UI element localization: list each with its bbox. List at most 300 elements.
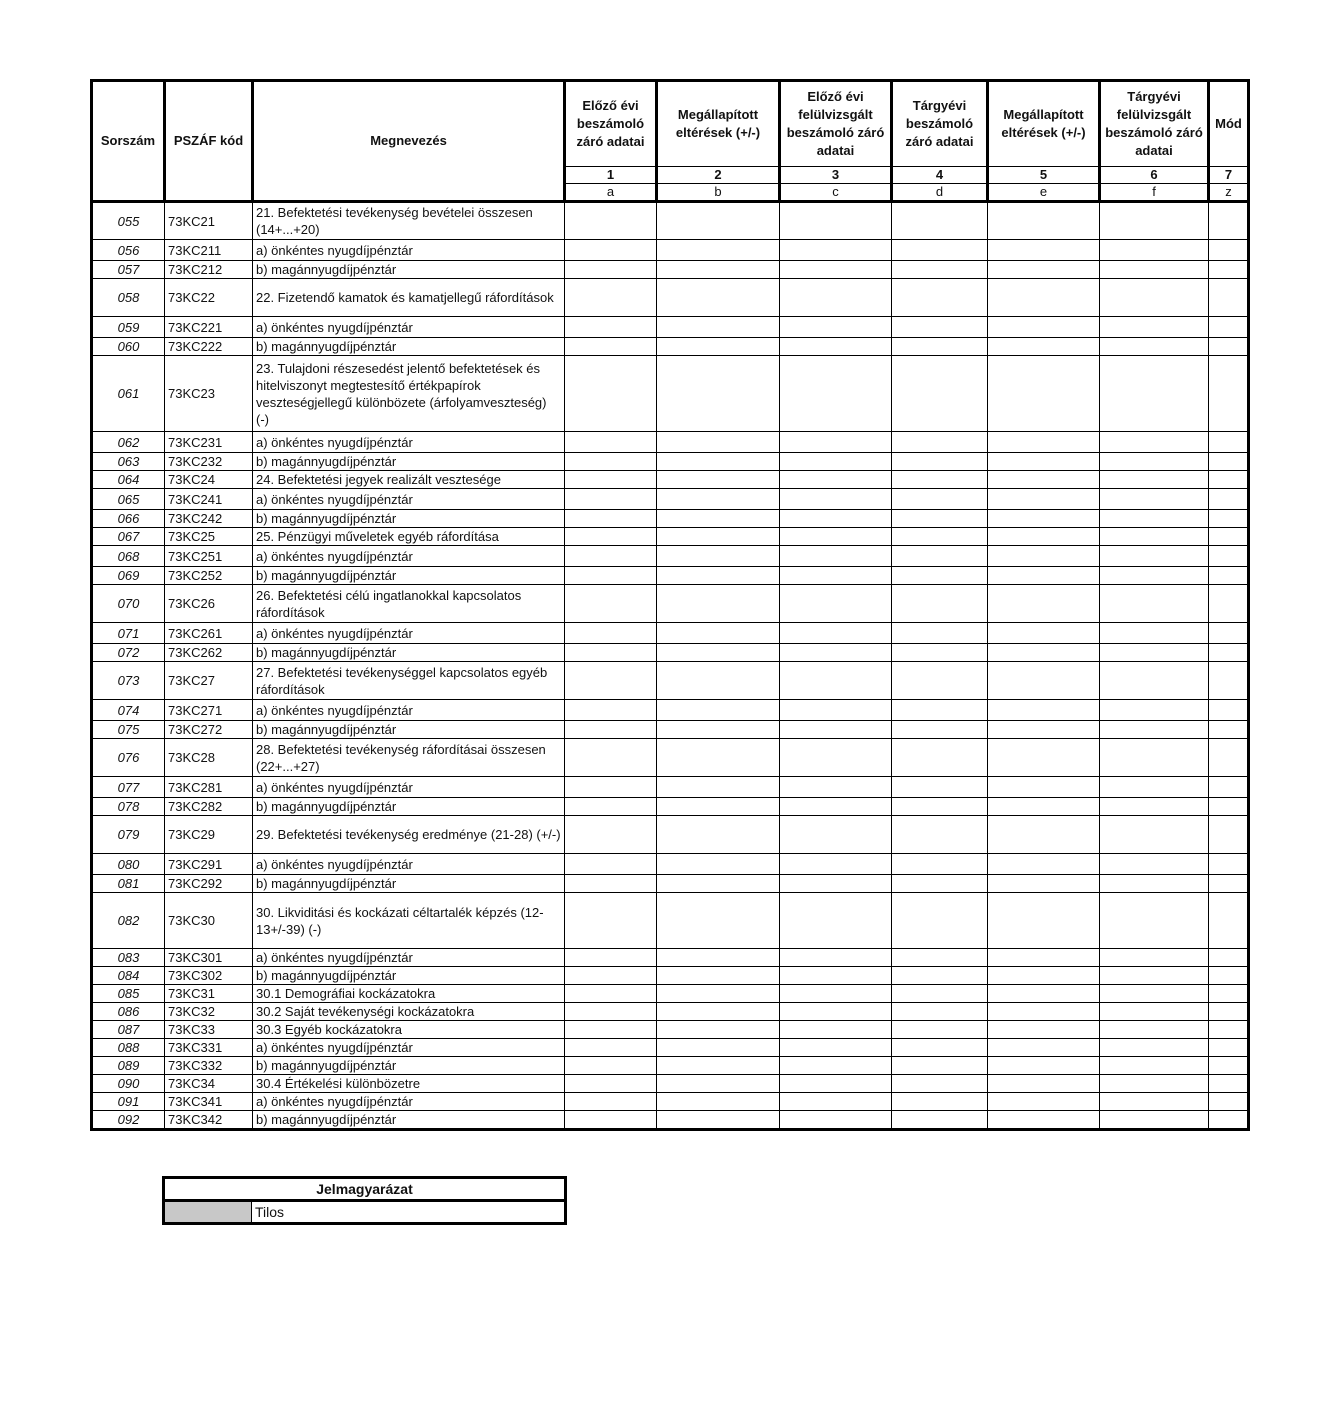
- table-row: [92, 854, 1249, 875]
- row-sorszam: 055: [92, 202, 165, 240]
- data-cell[interactable]: [1100, 453, 1209, 471]
- data-cell[interactable]: [780, 1093, 892, 1111]
- data-cell[interactable]: [988, 644, 1100, 662]
- data-cell[interactable]: [1100, 240, 1209, 261]
- data-cell[interactable]: [1100, 644, 1209, 662]
- data-cell[interactable]: [565, 240, 657, 261]
- data-cell[interactable]: [988, 432, 1100, 453]
- table-row: [92, 1057, 1249, 1075]
- data-cell[interactable]: [780, 985, 892, 1003]
- data-cell[interactable]: [1100, 816, 1209, 854]
- data-cell[interactable]: [565, 528, 657, 546]
- data-cell[interactable]: [657, 356, 780, 432]
- data-cell[interactable]: [988, 623, 1100, 644]
- data-cell[interactable]: [1100, 279, 1209, 317]
- data-cell[interactable]: [1100, 1021, 1209, 1039]
- data-cell[interactable]: [1100, 875, 1209, 893]
- data-cell[interactable]: [988, 700, 1100, 721]
- data-cell[interactable]: [1100, 528, 1209, 546]
- data-cell[interactable]: [657, 453, 780, 471]
- data-cell[interactable]: [892, 739, 988, 777]
- data-cell[interactable]: [565, 875, 657, 893]
- data-cell[interactable]: [565, 967, 657, 985]
- data-cell[interactable]: [1209, 875, 1249, 893]
- data-cell[interactable]: [565, 816, 657, 854]
- data-cell[interactable]: [780, 261, 892, 279]
- data-cell[interactable]: [988, 739, 1100, 777]
- data-cell[interactable]: [657, 985, 780, 1003]
- data-cell[interactable]: [1209, 854, 1249, 875]
- data-cell[interactable]: [1209, 700, 1249, 721]
- data-cell[interactable]: [988, 1057, 1100, 1075]
- data-cell[interactable]: [892, 854, 988, 875]
- data-cell[interactable]: [565, 1039, 657, 1057]
- data-cell[interactable]: [657, 623, 780, 644]
- data-cell[interactable]: [892, 700, 988, 721]
- data-cell[interactable]: [1100, 1003, 1209, 1021]
- data-cell[interactable]: [1100, 317, 1209, 338]
- data-cell[interactable]: [1100, 798, 1209, 816]
- legend-label: Tilos: [252, 1201, 566, 1224]
- data-cell[interactable]: [1209, 1021, 1249, 1039]
- row-pszaf-kod: 73KC341: [165, 1093, 253, 1111]
- data-cell[interactable]: [1100, 893, 1209, 949]
- table-row: [92, 261, 1249, 279]
- data-cell[interactable]: [565, 567, 657, 585]
- data-cell[interactable]: [1100, 967, 1209, 985]
- data-cell[interactable]: [1100, 489, 1209, 510]
- data-cell[interactable]: [988, 453, 1100, 471]
- data-cell[interactable]: [780, 777, 892, 798]
- data-cell[interactable]: [892, 567, 988, 585]
- data-cell[interactable]: [780, 1057, 892, 1075]
- data-cell[interactable]: [565, 949, 657, 967]
- data-cell[interactable]: [988, 338, 1100, 356]
- data-cell[interactable]: [1209, 721, 1249, 739]
- data-cell[interactable]: [988, 1111, 1100, 1130]
- data-cell[interactable]: [1209, 798, 1249, 816]
- data-cell[interactable]: [892, 432, 988, 453]
- data-cell[interactable]: [657, 489, 780, 510]
- row-megnevezes: a) önkéntes nyugdíjpénztár: [253, 1093, 565, 1111]
- data-cell[interactable]: [1209, 777, 1249, 798]
- data-cell[interactable]: [565, 854, 657, 875]
- data-cell[interactable]: [1209, 528, 1249, 546]
- data-cell[interactable]: [657, 739, 780, 777]
- data-cell[interactable]: [1209, 816, 1249, 854]
- data-cell[interactable]: [780, 202, 892, 240]
- data-cell[interactable]: [1100, 662, 1209, 700]
- data-cell[interactable]: [1209, 1057, 1249, 1075]
- data-cell[interactable]: [1100, 739, 1209, 777]
- data-cell[interactable]: [657, 1039, 780, 1057]
- data-cell[interactable]: [988, 261, 1100, 279]
- data-cell[interactable]: [780, 854, 892, 875]
- data-cell[interactable]: [780, 816, 892, 854]
- data-cell[interactable]: [988, 985, 1100, 1003]
- data-cell[interactable]: [657, 700, 780, 721]
- data-cell[interactable]: [780, 279, 892, 317]
- data-cell[interactable]: [892, 202, 988, 240]
- data-cell[interactable]: [988, 1021, 1100, 1039]
- data-cell[interactable]: [657, 585, 780, 623]
- data-cell[interactable]: [1100, 546, 1209, 567]
- row-megnevezes: b) magánnyugdíjpénztár: [253, 798, 565, 816]
- col-number: 7: [1209, 167, 1249, 184]
- data-cell[interactable]: [892, 489, 988, 510]
- data-cell[interactable]: [657, 261, 780, 279]
- data-cell[interactable]: [780, 567, 892, 585]
- data-cell[interactable]: [1100, 854, 1209, 875]
- data-cell[interactable]: [892, 317, 988, 338]
- data-cell[interactable]: [892, 585, 988, 623]
- data-cell[interactable]: [1100, 261, 1209, 279]
- data-cell[interactable]: [892, 985, 988, 1003]
- data-cell[interactable]: [565, 985, 657, 1003]
- data-cell[interactable]: [657, 1003, 780, 1021]
- data-cell[interactable]: [657, 1093, 780, 1111]
- data-cell[interactable]: [892, 721, 988, 739]
- data-cell[interactable]: [657, 279, 780, 317]
- data-cell[interactable]: [1209, 1093, 1249, 1111]
- data-cell[interactable]: [892, 1111, 988, 1130]
- data-cell[interactable]: [892, 798, 988, 816]
- data-cell[interactable]: [892, 967, 988, 985]
- data-cell[interactable]: [780, 546, 892, 567]
- data-cell[interactable]: [657, 644, 780, 662]
- data-cell[interactable]: [657, 854, 780, 875]
- table-row: [92, 489, 1249, 510]
- data-cell[interactable]: [988, 489, 1100, 510]
- data-cell[interactable]: [657, 338, 780, 356]
- row-megnevezes: a) önkéntes nyugdíjpénztár: [253, 777, 565, 798]
- data-cell[interactable]: [565, 623, 657, 644]
- data-cell[interactable]: [892, 777, 988, 798]
- data-cell[interactable]: [565, 471, 657, 489]
- row-sorszam: 057: [92, 261, 165, 279]
- data-cell[interactable]: [657, 875, 780, 893]
- table-row: [92, 739, 1249, 777]
- data-cell[interactable]: [780, 453, 892, 471]
- data-cell[interactable]: [1100, 1093, 1209, 1111]
- data-cell[interactable]: [1209, 662, 1249, 700]
- data-cell[interactable]: [1209, 967, 1249, 985]
- data-cell[interactable]: [780, 721, 892, 739]
- data-cell[interactable]: [988, 875, 1100, 893]
- data-cell[interactable]: [1100, 777, 1209, 798]
- data-cell[interactable]: [988, 317, 1100, 338]
- data-cell[interactable]: [892, 240, 988, 261]
- data-cell[interactable]: [1100, 567, 1209, 585]
- data-cell[interactable]: [1209, 489, 1249, 510]
- data-cell[interactable]: [1209, 471, 1249, 489]
- row-megnevezes: 22. Fizetendő kamatok és kamatjellegű ráfordítások: [253, 279, 565, 317]
- data-cell[interactable]: [565, 721, 657, 739]
- data-cell[interactable]: [565, 739, 657, 777]
- row-pszaf-kod: 73KC27: [165, 662, 253, 700]
- data-cell[interactable]: [892, 816, 988, 854]
- data-cell[interactable]: [1100, 356, 1209, 432]
- data-cell[interactable]: [892, 1057, 988, 1075]
- data-cell[interactable]: [1209, 739, 1249, 777]
- data-cell[interactable]: [1100, 471, 1209, 489]
- data-cell[interactable]: [780, 432, 892, 453]
- row-megnevezes: 26. Befektetési célú ingatlanokkal kapcsolatos ráfordítások: [253, 585, 565, 623]
- data-cell[interactable]: [1209, 1075, 1249, 1093]
- data-cell[interactable]: [988, 1039, 1100, 1057]
- data-cell[interactable]: [1100, 338, 1209, 356]
- data-cell[interactable]: [988, 471, 1100, 489]
- row-pszaf-kod: 73KC272: [165, 721, 253, 739]
- data-cell[interactable]: [988, 798, 1100, 816]
- data-cell[interactable]: [988, 279, 1100, 317]
- row-pszaf-kod: 73KC211: [165, 240, 253, 261]
- data-cell[interactable]: [988, 1093, 1100, 1111]
- data-cell[interactable]: [657, 202, 780, 240]
- data-cell[interactable]: [780, 528, 892, 546]
- data-cell[interactable]: [780, 489, 892, 510]
- data-cell[interactable]: [565, 356, 657, 432]
- row-megnevezes: a) önkéntes nyugdíjpénztár: [253, 1039, 565, 1057]
- data-cell[interactable]: [1209, 202, 1249, 240]
- data-cell[interactable]: [988, 662, 1100, 700]
- data-cell[interactable]: [780, 798, 892, 816]
- data-cell[interactable]: [1100, 432, 1209, 453]
- data-cell[interactable]: [1100, 585, 1209, 623]
- row-sorszam: 063: [92, 453, 165, 471]
- data-cell[interactable]: [565, 338, 657, 356]
- data-cell[interactable]: [1209, 623, 1249, 644]
- data-cell[interactable]: [1100, 1075, 1209, 1093]
- table-row: [92, 949, 1249, 967]
- data-cell[interactable]: [657, 1021, 780, 1039]
- data-cell[interactable]: [780, 644, 892, 662]
- data-cell[interactable]: [1100, 1111, 1209, 1130]
- data-cell[interactable]: [1209, 644, 1249, 662]
- data-cell[interactable]: [988, 893, 1100, 949]
- data-cell[interactable]: [988, 967, 1100, 985]
- table-row: [92, 356, 1249, 432]
- table-row: [92, 240, 1249, 261]
- data-cell[interactable]: [565, 893, 657, 949]
- row-megnevezes: 30. Likviditási és kockázati céltartalék képzés (12-13+/-39) (-): [253, 893, 565, 949]
- data-cell[interactable]: [892, 1039, 988, 1057]
- data-cell[interactable]: [988, 356, 1100, 432]
- data-cell[interactable]: [780, 700, 892, 721]
- data-cell[interactable]: [1209, 893, 1249, 949]
- row-pszaf-kod: 73KC221: [165, 317, 253, 338]
- data-cell[interactable]: [780, 510, 892, 528]
- data-cell[interactable]: [1209, 510, 1249, 528]
- data-cell[interactable]: [657, 1057, 780, 1075]
- data-cell[interactable]: [988, 202, 1100, 240]
- data-cell[interactable]: [780, 1075, 892, 1093]
- data-cell[interactable]: [780, 623, 892, 644]
- data-cell[interactable]: [565, 1003, 657, 1021]
- data-cell[interactable]: [565, 510, 657, 528]
- data-cell[interactable]: [1100, 623, 1209, 644]
- data-cell[interactable]: [1100, 700, 1209, 721]
- table-row: [92, 985, 1249, 1003]
- row-megnevezes: a) önkéntes nyugdíjpénztár: [253, 317, 565, 338]
- data-cell[interactable]: [657, 567, 780, 585]
- data-cell[interactable]: [565, 317, 657, 338]
- data-cell[interactable]: [565, 662, 657, 700]
- data-cell[interactable]: [988, 510, 1100, 528]
- data-cell[interactable]: [780, 471, 892, 489]
- data-cell[interactable]: [780, 1111, 892, 1130]
- data-cell[interactable]: [892, 510, 988, 528]
- data-cell[interactable]: [565, 432, 657, 453]
- data-cell[interactable]: [1100, 949, 1209, 967]
- data-cell[interactable]: [780, 585, 892, 623]
- data-cell[interactable]: [892, 1093, 988, 1111]
- data-cell[interactable]: [565, 202, 657, 240]
- data-cell[interactable]: [1100, 510, 1209, 528]
- data-cell[interactable]: [657, 528, 780, 546]
- data-cell[interactable]: [657, 317, 780, 338]
- data-cell[interactable]: [988, 816, 1100, 854]
- data-cell[interactable]: [565, 1021, 657, 1039]
- data-cell[interactable]: [780, 875, 892, 893]
- data-cell[interactable]: [565, 644, 657, 662]
- data-cell[interactable]: [1209, 585, 1249, 623]
- data-cell[interactable]: [780, 356, 892, 432]
- data-cell[interactable]: [657, 798, 780, 816]
- data-cell[interactable]: [780, 338, 892, 356]
- row-sorszam: 078: [92, 798, 165, 816]
- data-cell[interactable]: [565, 261, 657, 279]
- data-cell[interactable]: [780, 893, 892, 949]
- data-cell[interactable]: [657, 777, 780, 798]
- data-cell[interactable]: [565, 279, 657, 317]
- data-cell[interactable]: [657, 1111, 780, 1130]
- data-cell[interactable]: [1209, 567, 1249, 585]
- data-cell[interactable]: [1100, 202, 1209, 240]
- data-cell[interactable]: [1100, 985, 1209, 1003]
- data-cell[interactable]: [565, 1111, 657, 1130]
- data-cell[interactable]: [1209, 1111, 1249, 1130]
- data-cell[interactable]: [780, 1021, 892, 1039]
- data-cell[interactable]: [1209, 985, 1249, 1003]
- data-cell[interactable]: [565, 453, 657, 471]
- data-cell[interactable]: [892, 1003, 988, 1021]
- data-cell[interactable]: [892, 875, 988, 893]
- data-cell[interactable]: [892, 453, 988, 471]
- data-cell[interactable]: [988, 777, 1100, 798]
- row-megnevezes: b) magánnyugdíjpénztár: [253, 721, 565, 739]
- data-cell[interactable]: [657, 510, 780, 528]
- data-cell[interactable]: [988, 546, 1100, 567]
- data-cell[interactable]: [988, 949, 1100, 967]
- data-cell[interactable]: [780, 739, 892, 777]
- data-cell[interactable]: [565, 798, 657, 816]
- data-cell[interactable]: [892, 528, 988, 546]
- data-cell[interactable]: [657, 662, 780, 700]
- data-cell[interactable]: [657, 1075, 780, 1093]
- data-cell[interactable]: [892, 338, 988, 356]
- table-row: [92, 338, 1249, 356]
- data-cell[interactable]: [565, 1093, 657, 1111]
- data-cell[interactable]: [565, 1057, 657, 1075]
- data-cell[interactable]: [1209, 1039, 1249, 1057]
- data-cell[interactable]: [892, 949, 988, 967]
- col-letter: c: [780, 184, 892, 202]
- data-cell[interactable]: [565, 1075, 657, 1093]
- data-cell[interactable]: [1209, 453, 1249, 471]
- data-cell[interactable]: [657, 240, 780, 261]
- row-megnevezes: b) magánnyugdíjpénztár: [253, 261, 565, 279]
- data-cell[interactable]: [657, 893, 780, 949]
- data-cell[interactable]: [780, 662, 892, 700]
- data-cell[interactable]: [892, 1075, 988, 1093]
- data-cell[interactable]: [988, 528, 1100, 546]
- data-cell[interactable]: [657, 721, 780, 739]
- data-cell[interactable]: [892, 644, 988, 662]
- data-cell[interactable]: [892, 623, 988, 644]
- data-cell[interactable]: [892, 662, 988, 700]
- data-cell[interactable]: [892, 471, 988, 489]
- data-cell[interactable]: [988, 585, 1100, 623]
- data-cell[interactable]: [988, 1003, 1100, 1021]
- data-cell[interactable]: [1209, 1003, 1249, 1021]
- data-cell[interactable]: [1209, 338, 1249, 356]
- data-cell[interactable]: [988, 721, 1100, 739]
- data-cell[interactable]: [1209, 279, 1249, 317]
- header-col-1: Előző évi beszámoló záró adatai: [565, 81, 657, 167]
- data-cell[interactable]: [565, 777, 657, 798]
- data-cell[interactable]: [988, 1075, 1100, 1093]
- data-cell[interactable]: [657, 816, 780, 854]
- data-cell[interactable]: [1100, 1057, 1209, 1075]
- col-letter: e: [988, 184, 1100, 202]
- data-cell[interactable]: [1100, 721, 1209, 739]
- data-cell[interactable]: [1209, 261, 1249, 279]
- data-cell[interactable]: [1100, 1039, 1209, 1057]
- data-cell[interactable]: [565, 546, 657, 567]
- data-cell[interactable]: [1209, 546, 1249, 567]
- data-cell[interactable]: [892, 1021, 988, 1039]
- data-cell[interactable]: [780, 317, 892, 338]
- data-cell[interactable]: [780, 967, 892, 985]
- data-cell[interactable]: [1209, 432, 1249, 453]
- data-cell[interactable]: [1209, 317, 1249, 338]
- data-cell[interactable]: [657, 432, 780, 453]
- data-cell[interactable]: [657, 471, 780, 489]
- data-cell[interactable]: [657, 967, 780, 985]
- data-cell[interactable]: [1209, 240, 1249, 261]
- data-cell[interactable]: [657, 949, 780, 967]
- data-cell[interactable]: [1209, 356, 1249, 432]
- data-cell[interactable]: [780, 949, 892, 967]
- data-cell[interactable]: [565, 700, 657, 721]
- data-cell[interactable]: [988, 240, 1100, 261]
- data-cell[interactable]: [657, 546, 780, 567]
- data-cell[interactable]: [892, 279, 988, 317]
- data-cell[interactable]: [892, 261, 988, 279]
- data-cell[interactable]: [988, 567, 1100, 585]
- data-cell[interactable]: [988, 854, 1100, 875]
- data-cell[interactable]: [780, 1003, 892, 1021]
- data-cell[interactable]: [780, 1039, 892, 1057]
- data-cell[interactable]: [565, 585, 657, 623]
- data-cell[interactable]: [780, 240, 892, 261]
- data-cell[interactable]: [565, 489, 657, 510]
- data-cell[interactable]: [892, 893, 988, 949]
- data-cell[interactable]: [892, 356, 988, 432]
- data-cell[interactable]: [1209, 949, 1249, 967]
- data-cell[interactable]: [892, 546, 988, 567]
